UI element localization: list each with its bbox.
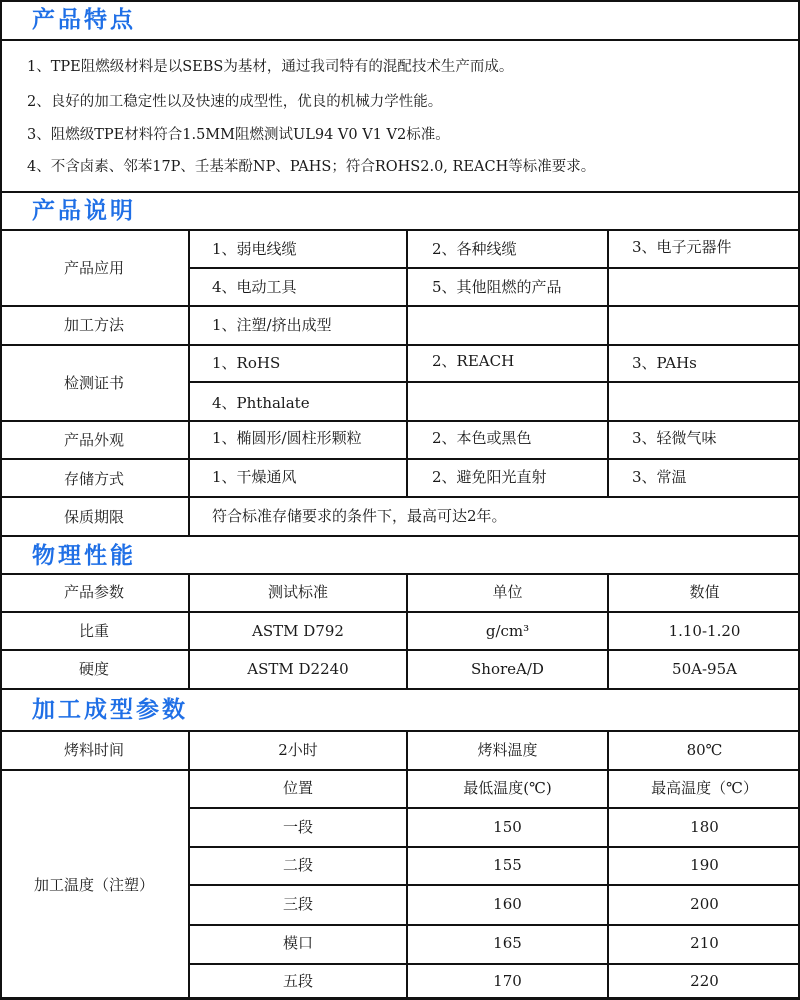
application-item: 2、各种线缆 (432, 240, 517, 258)
feature-item: 2、良好的加工稳定性以及快速的成型性，优良的机械力学性能。 (27, 94, 443, 110)
grid-line (0, 611, 800, 613)
grid-line (188, 846, 800, 848)
physical-cell: g/cm³ (485, 622, 530, 640)
certificate-item: 3、PAHs (632, 354, 697, 372)
physical-cell: 比重 (78, 622, 109, 640)
drying-cell: 烤料温度 (477, 741, 538, 759)
temp-header: 最高温度（℃） (651, 779, 758, 797)
physical-cell: 硬度 (78, 660, 109, 678)
grid-line (0, 688, 800, 690)
grid-line (0, 769, 800, 771)
temp-cell: 165 (493, 934, 522, 952)
temp-cell: 155 (493, 856, 522, 874)
temp-cell: 模口 (282, 934, 313, 952)
grid-line (0, 420, 800, 422)
feature-item: 4、不含卤素、邻苯17P、壬基苯酚NP、PAHS；符合ROHS2.0, REACH等标准要求。 (27, 159, 596, 175)
appearance-item: 3、轻微气味 (632, 429, 717, 447)
temp-cell: 五段 (282, 972, 313, 990)
grid-line (188, 963, 800, 965)
temp-cell: 160 (493, 895, 522, 913)
section-title-description: 产品说明 (32, 198, 136, 224)
grid-line (188, 924, 800, 926)
drying-cell: 80℃ (686, 741, 723, 759)
application-item: 3、电子元器件 (632, 238, 732, 256)
temp-cell: 三段 (282, 895, 313, 913)
application-item: 4、电动工具 (212, 278, 297, 296)
physical-cell: 1.10-1.20 (668, 622, 741, 640)
row-label-certificates: 检测证书 (63, 374, 124, 392)
application-item: 5、其他阻燃的产品 (432, 278, 562, 296)
shelf-life-value: 符合标准存储要求的条件下，最高可达2年。 (212, 507, 507, 525)
temp-cell: 190 (690, 856, 719, 874)
grid-line (188, 381, 800, 383)
row-label-storage: 存储方式 (63, 470, 124, 488)
physical-header: 单位 (492, 583, 523, 601)
row-label-appearance: 产品外观 (63, 431, 124, 449)
section-title-features: 产品特点 (32, 7, 136, 33)
temp-cell: 170 (493, 972, 522, 990)
temp-label: 加工温度（注塑） (33, 876, 154, 894)
feature-item: 3、阻燃级TPE材料符合1.5MM阻燃测试UL94 V0 V1 V2标准。 (27, 127, 450, 143)
temp-cell: 180 (690, 818, 719, 836)
grid-line (607, 229, 609, 497)
drying-cell: 烤料时间 (63, 741, 124, 759)
divider (0, 191, 800, 193)
temp-header: 最低温度(℃) (463, 779, 552, 797)
appearance-item: 2、本色或黑色 (432, 429, 532, 447)
grid-line (188, 884, 800, 886)
grid-line (0, 496, 800, 498)
physical-cell: ASTM D792 (252, 622, 344, 640)
grid-line (0, 535, 800, 537)
temp-cell: 二段 (282, 856, 313, 874)
certificate-item: 4、Phthalate (212, 394, 310, 412)
grid-line (0, 305, 800, 307)
section-title-physical: 物理性能 (32, 543, 136, 569)
grid-line (188, 807, 800, 809)
certificate-item: 2、REACH (432, 352, 515, 370)
certificate-item: 1、RoHS (212, 354, 281, 372)
grid-line (0, 573, 800, 575)
section-title-molding: 加工成型参数 (32, 697, 188, 723)
grid-line (0, 458, 800, 460)
grid-line (188, 267, 800, 269)
divider (0, 39, 800, 41)
temp-header: 位置 (282, 779, 313, 797)
storage-item: 3、常温 (632, 468, 687, 486)
storage-item: 1、干燥通风 (212, 468, 297, 486)
physical-cell: ASTM D2240 (247, 660, 349, 678)
grid-line (0, 344, 800, 346)
row-label-shelf-life: 保质期限 (63, 508, 124, 526)
feature-item: 1、TPE阻燃级材料是以SEBS为基材，通过我司特有的混配技术生产而成。 (27, 59, 514, 75)
temp-cell: 150 (493, 818, 522, 836)
grid-line (0, 649, 800, 651)
physical-cell: 50A-95A (672, 660, 737, 678)
physical-cell: ShoreA/D (471, 660, 544, 678)
row-label-application: 产品应用 (63, 259, 124, 277)
temp-cell: 200 (690, 895, 719, 913)
appearance-item: 1、椭圆形/圆柱形颗粒 (212, 429, 362, 447)
storage-item: 2、避免阳光直射 (432, 468, 547, 486)
application-item: 1、弱电线缆 (212, 240, 297, 258)
divider (0, 229, 800, 231)
temp-cell: 210 (690, 934, 719, 952)
processing-item: 1、注塑/挤出成型 (212, 316, 332, 334)
temp-cell: 220 (690, 972, 719, 990)
temp-cell: 一段 (282, 818, 313, 836)
drying-cell: 2小时 (278, 741, 318, 759)
physical-header: 数值 (689, 583, 720, 601)
physical-header: 测试标准 (267, 583, 328, 601)
grid-line (406, 229, 408, 497)
row-label-processing: 加工方法 (63, 316, 124, 334)
grid-line (0, 730, 800, 732)
physical-header: 产品参数 (63, 583, 124, 601)
